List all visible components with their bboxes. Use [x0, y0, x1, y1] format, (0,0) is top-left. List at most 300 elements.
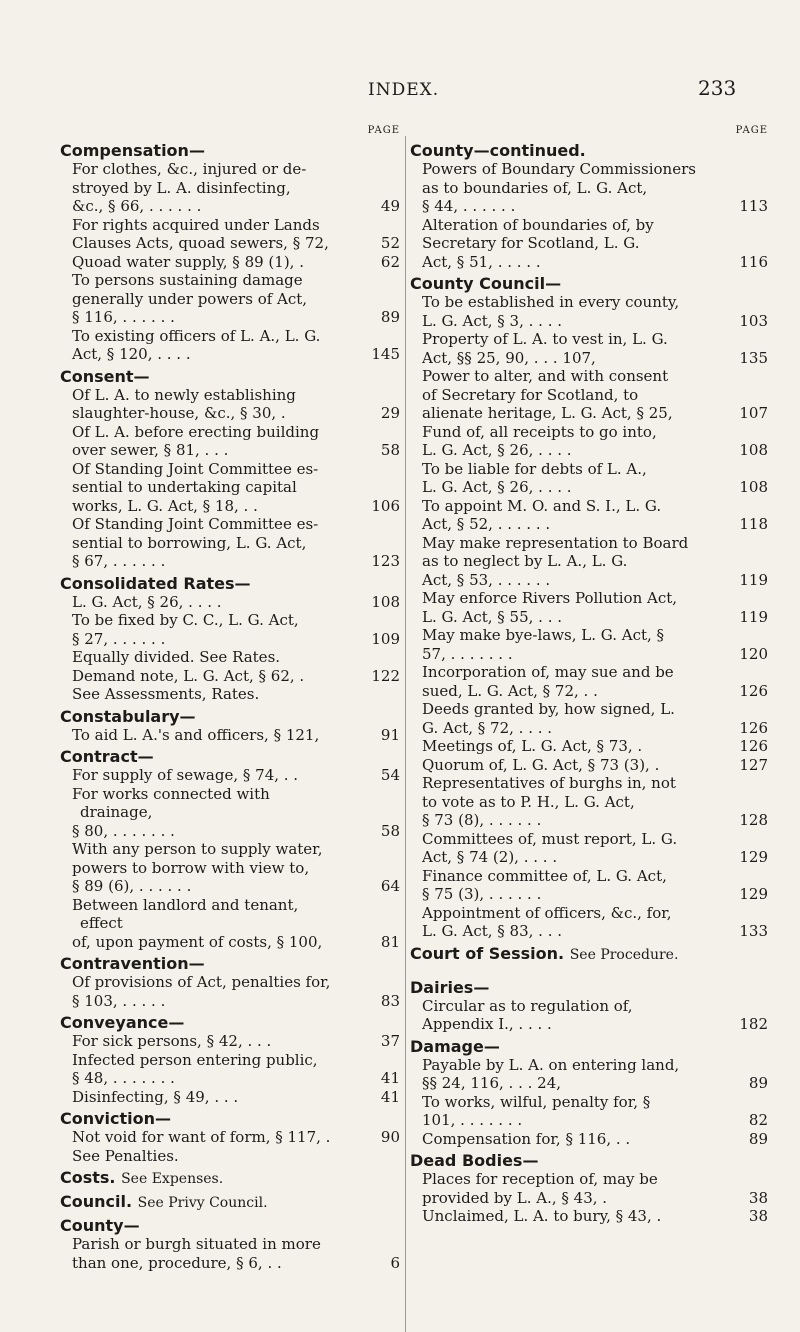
entry-line — [422, 1207, 768, 1226]
index-heading — [60, 747, 400, 766]
page-reference-empty — [710, 997, 768, 1016]
index-entry — [410, 534, 768, 590]
entry-text: § 27, . . . . . . — [72, 629, 166, 648]
entry-line — [72, 1032, 400, 1051]
page-reference-empty — [342, 327, 400, 346]
entry-text: over sewer, § 81, . . . — [72, 441, 229, 459]
page-reference: 41 — [380, 1087, 400, 1106]
page-reference-empty — [710, 534, 768, 553]
entry-text: Power to alter, and with consent — [422, 367, 669, 385]
index-heading — [410, 944, 768, 965]
entry-line — [72, 533, 400, 553]
index-heading — [60, 1216, 400, 1235]
entry-text: Of L. A. before erecting building — [72, 422, 320, 441]
entry-line — [72, 611, 400, 630]
page-reference: 82 — [748, 1111, 768, 1129]
entry-text: See Assessments, Rates. — [72, 685, 260, 703]
index-heading — [410, 141, 768, 160]
page-reference: 38 — [748, 1207, 768, 1225]
index-entry — [410, 756, 768, 775]
page-reference-empty — [710, 700, 768, 719]
page-reference-empty — [342, 611, 400, 630]
entry-text: §§ 24, 116, . . . 24, — [422, 1074, 562, 1092]
entry-text: Not void for want of form, § 117, . — [72, 1128, 331, 1146]
entry-line — [72, 496, 400, 516]
entry-line — [72, 271, 400, 290]
entry-text: powers to borrow with view to, — [72, 858, 310, 877]
entry-line — [72, 1128, 400, 1147]
entry-text: § 116, . . . . . . — [72, 308, 175, 326]
index-entry — [410, 830, 768, 867]
entry-text: May make representation to Board — [422, 533, 689, 552]
entry-line — [422, 700, 768, 719]
entry-text: of Secretary for Scotland, to — [422, 385, 639, 404]
index-entry — [60, 253, 400, 272]
page-reference-empty — [342, 160, 400, 179]
entry-line — [422, 1188, 768, 1208]
page-column-label: PAGE — [367, 125, 400, 136]
page-reference: 108 — [739, 441, 768, 459]
entry-text: Appointment of officers, &c., for, — [422, 903, 672, 922]
page-reference: 120 — [739, 644, 768, 663]
page-reference-empty — [342, 685, 400, 704]
page-reference-empty — [342, 290, 400, 309]
page-number: 233 — [698, 76, 737, 100]
index-entry — [410, 997, 768, 1034]
entry-text: Clauses Acts, quoad sewers, § 72, — [72, 234, 329, 252]
entry-line — [422, 589, 768, 608]
page-reference-empty — [710, 663, 768, 682]
page-reference-empty — [710, 774, 768, 793]
page-reference-empty — [710, 460, 768, 479]
index-heading — [60, 141, 400, 160]
entry-line — [422, 848, 768, 867]
entry-text: Act, § 74 (2), . . . . — [422, 848, 558, 866]
entry-text: L. G. Act, § 3, . . . . — [422, 311, 563, 330]
entry-text: &c., § 66, . . . . . . — [72, 197, 202, 215]
page-reference-empty — [710, 179, 768, 198]
page-reference: 64 — [380, 877, 400, 895]
entry-line — [72, 1050, 400, 1070]
index-entry — [60, 216, 400, 253]
entry-line — [72, 252, 400, 272]
entry-line — [72, 197, 400, 216]
entry-text: Alteration of boundaries of, by — [422, 215, 654, 234]
index-entry — [410, 1207, 768, 1226]
entry-line — [72, 308, 400, 327]
page-reference: 103 — [739, 311, 768, 330]
page-reference: 123 — [371, 552, 400, 570]
page-reference-empty — [710, 1093, 768, 1112]
entry-line — [422, 792, 768, 812]
page-reference-empty — [342, 423, 400, 442]
entry-text: to vote as to P. H., L. G. Act, — [422, 792, 635, 811]
index-entry — [410, 626, 768, 663]
entry-line — [422, 1074, 768, 1093]
page-reference: 129 — [739, 848, 768, 866]
entry-line — [72, 552, 400, 571]
index-entry — [60, 973, 400, 1010]
page-reference: 6 — [390, 1253, 400, 1272]
entry-line — [422, 515, 768, 534]
page-reference-empty — [710, 1170, 768, 1189]
page-reference: 126 — [739, 681, 768, 700]
page-reference: 127 — [739, 755, 768, 774]
entry-text: May enforce Rivers Pollution Act, — [422, 589, 678, 607]
entry-text: To persons sustaining damage — [72, 271, 303, 289]
entry-line — [72, 592, 400, 612]
entry-line — [422, 737, 768, 756]
index-heading — [60, 707, 400, 726]
page-reference: 41 — [380, 1069, 400, 1087]
entry-line — [72, 648, 400, 667]
entry-text: Circular as to regulation of, — [422, 996, 633, 1015]
entry-line — [422, 293, 768, 312]
index-entry — [60, 667, 400, 686]
entry-line — [422, 441, 768, 460]
entry-text: § 89 (6), . . . . . . — [72, 877, 192, 895]
page-reference-empty — [710, 367, 768, 386]
left-column — [60, 122, 400, 1272]
page-reference: 122 — [371, 666, 400, 685]
entry-line — [422, 903, 768, 923]
entry-line — [72, 877, 400, 896]
page-reference-empty — [710, 293, 768, 312]
page-reference: 89 — [748, 1129, 768, 1148]
page-reference-empty — [710, 160, 768, 179]
heading-text: County— — [60, 1216, 140, 1235]
index-entry — [60, 460, 400, 516]
index-entry — [410, 423, 768, 460]
cross-reference: See Expenses. — [121, 1171, 224, 1187]
index-entry — [60, 423, 400, 460]
page-reference: 116 — [739, 252, 768, 271]
index-entry — [60, 685, 400, 704]
entry-text: 101, . . . . . . . — [422, 1111, 523, 1129]
entry-text: stroyed by L. A. disinfecting, — [72, 178, 291, 197]
entry-line — [72, 973, 400, 992]
entry-line — [72, 160, 400, 179]
page-reference-empty — [710, 552, 768, 571]
entry-line — [72, 991, 400, 1011]
index-entry — [410, 1093, 768, 1130]
entry-text: sential to undertaking capital — [72, 478, 297, 496]
entry-line — [72, 666, 400, 686]
entry-line — [422, 866, 768, 886]
entry-line — [422, 197, 768, 216]
heading-text: Compensation— — [60, 141, 205, 160]
entry-text: § 75 (3), . . . . . . — [422, 885, 542, 903]
entry-text: than one, procedure, § 6, . . — [72, 1253, 282, 1272]
entry-line — [72, 215, 400, 235]
index-entry — [60, 1128, 400, 1147]
entry-text: Property of L. A. to vest in, L. G. — [422, 330, 668, 348]
entry-text: Incorporation of, may sue and be — [422, 663, 674, 681]
entry-text: Committees of, must report, L. G. — [422, 829, 678, 848]
entry-line — [422, 1170, 768, 1189]
index-entry — [60, 1088, 400, 1107]
index-heading — [60, 1013, 400, 1032]
entry-line — [422, 385, 768, 405]
index-entry — [60, 785, 400, 841]
entry-line — [422, 1111, 768, 1130]
entry-text: § 80, . . . . . . . — [72, 821, 175, 840]
entry-text: alienate heritage, L. G. Act, § 25, — [422, 404, 673, 422]
index-entry — [60, 726, 400, 745]
entry-text: L. G. Act, § 26, . . . . — [422, 478, 572, 496]
index-heading — [410, 1037, 768, 1056]
heading-text: Damage— — [410, 1036, 500, 1056]
page-reference-empty — [342, 1147, 400, 1166]
page-reference-empty — [342, 216, 400, 235]
index-entry — [410, 1130, 768, 1149]
running-title: INDEX. — [368, 80, 440, 100]
entry-line — [422, 160, 768, 179]
entry-text: § 67, . . . . . . — [72, 552, 166, 570]
entry-text: May make bye-laws, L. G. Act, § — [422, 626, 665, 644]
entry-line — [72, 685, 400, 704]
entry-text: Places for reception of, may be — [422, 1170, 658, 1188]
page-reference: 129 — [739, 885, 768, 903]
entry-line — [72, 178, 400, 198]
entry-line — [72, 441, 400, 460]
index-entry — [410, 460, 768, 497]
heading-text: Costs. — [60, 1168, 116, 1187]
heading-text: Conveyance— — [60, 1013, 185, 1032]
entry-text: Quoad water supply, § 89 (1), . — [72, 252, 304, 271]
page-reference: 126 — [739, 718, 768, 737]
page-reference-empty — [342, 515, 400, 534]
entry-line — [422, 348, 768, 368]
entry-line — [72, 725, 400, 745]
entry-text: L. G. Act, § 55, . . . — [422, 607, 563, 626]
entry-text: For sick persons, § 42, . . . — [72, 1032, 272, 1050]
page-reference: 182 — [739, 1015, 768, 1033]
entry-line — [422, 626, 768, 645]
entry-text: To existing officers of L. A., L. G. — [72, 326, 321, 345]
page-reference: 49 — [380, 197, 400, 215]
entry-text: Powers of Boundary Commissioners — [422, 160, 696, 178]
entry-line — [422, 681, 768, 701]
page-reference: 128 — [739, 811, 768, 829]
index-entry — [410, 589, 768, 626]
page-header — [0, 76, 800, 110]
index-entry — [60, 896, 400, 952]
page-reference-empty — [342, 648, 400, 667]
entry-text: Compensation for, § 116, . . — [422, 1129, 631, 1148]
entry-line — [72, 234, 400, 253]
entry-line — [422, 885, 768, 904]
index-heading — [410, 274, 768, 293]
entry-text: § 73 (8), . . . . . . — [422, 811, 542, 829]
index-entry — [60, 766, 400, 785]
index-entry — [60, 611, 400, 648]
entry-text: Representatives of burghs in, not — [422, 774, 676, 792]
heading-text: Dead Bodies— — [410, 1151, 539, 1170]
entry-line — [422, 178, 768, 198]
entry-text: Meetings of, L. G. Act, § 73, . — [422, 737, 643, 755]
page-reference-empty — [342, 859, 400, 878]
heading-text: County Council— — [410, 274, 562, 293]
entry-line — [422, 367, 768, 386]
heading-text: Consolidated Rates— — [60, 573, 251, 593]
page-reference-empty — [342, 534, 400, 553]
entry-text: To appoint M. O. and S. I., L. G. — [422, 496, 662, 515]
entry-line — [72, 1069, 400, 1088]
entry-line — [422, 422, 768, 442]
page-reference: 83 — [380, 991, 400, 1010]
entry-line — [72, 345, 400, 364]
index-entry — [60, 1051, 400, 1088]
entry-line — [72, 1253, 400, 1273]
entry-text: Parish or burgh situated in more — [72, 1235, 321, 1253]
page-reference-empty — [342, 1235, 400, 1254]
entry-line — [422, 811, 768, 830]
index-entry — [410, 367, 768, 423]
entry-text: of, upon payment of costs, § 100, — [72, 932, 323, 951]
page-reference-empty — [710, 793, 768, 812]
index-entry — [60, 1235, 400, 1272]
page-reference: 106 — [371, 496, 400, 515]
page-reference: 133 — [739, 922, 768, 940]
entry-text: Appendix I., . . . . — [422, 1015, 552, 1033]
index-entry — [410, 867, 768, 904]
index-entry — [60, 840, 400, 896]
index-heading — [60, 1168, 400, 1189]
page-reference: 119 — [739, 607, 768, 626]
entry-text: To be liable for debts of L. A., — [422, 459, 647, 478]
page-reference: 113 — [739, 197, 768, 215]
index-heading — [60, 954, 400, 973]
entry-line — [72, 784, 400, 822]
page-reference-empty — [342, 973, 400, 992]
entry-text: Of Standing Joint Committee es- — [72, 515, 319, 533]
page-reference: 109 — [371, 629, 400, 648]
cross-reference: See Privy Council. — [137, 1195, 268, 1211]
page-reference-empty — [710, 904, 768, 923]
entry-line — [422, 663, 768, 682]
entry-text: as to boundaries of, L. G. Act, — [422, 178, 648, 197]
page-reference-empty — [342, 271, 400, 290]
cross-reference: See Procedure. — [569, 946, 679, 963]
page-reference-empty — [710, 234, 768, 253]
entry-text: G. Act, § 72, . . . . — [422, 718, 553, 737]
entry-line — [72, 1235, 400, 1254]
index-entry — [60, 1147, 400, 1166]
index-entry — [60, 271, 400, 327]
page-reference: 135 — [739, 348, 768, 367]
entry-text: Fund of, all receipts to go into, — [422, 422, 657, 441]
page-reference: 58 — [380, 441, 400, 459]
entry-text: provided by L. A., § 43, . — [422, 1188, 608, 1207]
page-reference-empty — [342, 896, 400, 933]
page-reference-empty — [710, 1056, 768, 1075]
entry-text: For clothes, &c., injured or de- — [72, 160, 307, 178]
page-reference-empty — [342, 478, 400, 497]
entry-text: generally under powers of Act, — [72, 289, 308, 308]
page-reference-empty — [710, 330, 768, 349]
entry-line — [72, 629, 400, 649]
entry-line — [422, 644, 768, 664]
entry-text: slaughter-house, &c., § 30, . — [72, 404, 286, 422]
index-entry — [410, 497, 768, 534]
index-entry — [410, 737, 768, 756]
heading-text: Council. — [60, 1192, 133, 1211]
page-reference-empty — [710, 497, 768, 516]
page-reference: 58 — [380, 821, 400, 840]
entry-line — [72, 422, 400, 442]
entry-line — [422, 459, 768, 479]
entry-text: Of L. A. to newly establishing — [72, 385, 296, 404]
entry-line — [72, 385, 400, 405]
entry-text: For works connected with drainage, — [72, 784, 270, 821]
heading-text: Constabulary— — [60, 706, 196, 726]
entry-text: as to neglect by L. A., L. G. — [422, 552, 628, 570]
index-heading — [60, 1192, 400, 1213]
page-reference: 62 — [380, 252, 400, 271]
page-column-label: PAGE — [735, 125, 768, 136]
entry-text: Secretary for Scotland, L. G. — [422, 234, 640, 252]
page-reference: 52 — [380, 234, 400, 252]
entry-line — [72, 895, 400, 933]
index-entry — [60, 1032, 400, 1051]
entry-text: Payable by L. A. on entering land, — [422, 1055, 680, 1074]
page-reference-empty — [342, 785, 400, 822]
entry-text: Act, § 120, . . . . — [72, 345, 191, 363]
entry-text: Deeds granted by, how signed, L. — [422, 700, 675, 718]
entry-text: Between landlord and tenant, effect — [72, 895, 299, 932]
entry-line — [422, 922, 768, 941]
entry-line — [422, 607, 768, 627]
index-entry — [60, 648, 400, 667]
page-reference: 126 — [739, 737, 768, 755]
entry-line — [72, 821, 400, 841]
index-entry — [410, 774, 768, 830]
index-entry — [410, 330, 768, 367]
index-entry — [60, 160, 400, 216]
index-entry — [60, 327, 400, 364]
entry-line — [72, 326, 400, 346]
entry-line — [72, 1087, 400, 1107]
index-heading — [60, 574, 400, 593]
heading-text: Conviction— — [60, 1109, 172, 1128]
entry-line — [422, 718, 768, 738]
page-reference-empty — [710, 423, 768, 442]
heading-text: Contravention— — [60, 954, 205, 973]
entry-line — [422, 311, 768, 331]
entry-line — [422, 478, 768, 497]
entry-line — [72, 1146, 400, 1166]
index-entry — [410, 663, 768, 700]
page-reference: 37 — [380, 1032, 400, 1050]
page-reference: 54 — [380, 766, 400, 784]
entry-line — [72, 289, 400, 309]
entry-text: For rights acquired under Lands — [72, 215, 320, 234]
index-heading — [60, 1109, 400, 1128]
index-heading — [410, 978, 768, 997]
index-entry — [410, 293, 768, 330]
index-entry — [60, 386, 400, 423]
entry-text: § 44, . . . . . . — [422, 197, 516, 215]
page-reference-empty — [342, 840, 400, 859]
entry-line — [422, 552, 768, 571]
entry-text: Unclaimed, L. A. to bury, § 43, . — [422, 1207, 662, 1225]
entry-text: To be fixed by C. C., L. G. Act, — [72, 611, 299, 629]
entry-line — [72, 515, 400, 534]
entry-text: Act, § 52, . . . . . . — [422, 515, 551, 533]
entry-line — [422, 496, 768, 516]
entry-line — [422, 330, 768, 349]
